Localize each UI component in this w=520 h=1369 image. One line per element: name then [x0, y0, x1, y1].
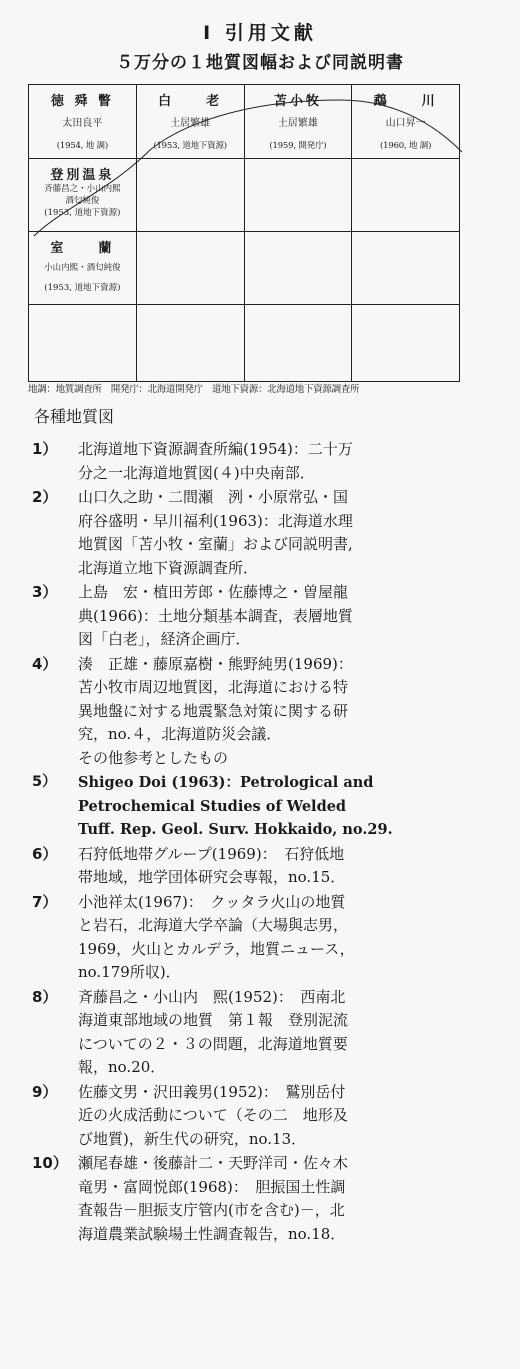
- reference-line: Shigeo Doi (1963)：Petrological and: [78, 774, 374, 791]
- reference-number: 5）: [32, 774, 57, 790]
- grid-cell-shiraoi: 白 老 土居繁雄 (1953, 道地下資源): [136, 85, 244, 159]
- reference-line: その他参考としたもの: [78, 748, 229, 767]
- reference-line: 近の火成活動について（その二 地形及: [78, 1106, 348, 1124]
- reference-line: 地質図「苫小牧・室蘭」および同説明書,: [78, 535, 353, 553]
- reference-list: [0, 438, 520, 1247]
- reference-line: 海道東部地域の地質 第１報 登別泥流: [78, 1011, 349, 1029]
- legend-abbreviations: 地調：地質調査所 開発庁：北海道開発庁 道地下資源：北海道地下資源調査所: [28, 384, 360, 395]
- reference-item: [0, 581, 520, 652]
- reference-line: 査報告－胆振支庁管内(市を含む)－，北: [78, 1201, 345, 1219]
- reference-line: 海道農業試験場土性調査報告，no.18．: [78, 1224, 346, 1243]
- grid-row: [29, 232, 460, 305]
- reference-line: についての２・３の問題，北海道地質要: [78, 1034, 348, 1053]
- reference-number: 1）: [32, 440, 58, 458]
- reference-item: [0, 653, 520, 771]
- reference-line: 異地盤に対する地震緊急対策に関する研: [78, 701, 349, 720]
- reference-line: 分之一北海道地質図(４)中央南部．: [78, 463, 315, 482]
- grid-cell-empty: [136, 232, 244, 305]
- reference-line: 山口久之助・二間瀬 洌・小原常弘・国: [78, 488, 349, 506]
- reference-number: 6）: [32, 844, 58, 863]
- grid-cell-noboribetsu-onsen: 登別温泉 斉藤昌之・小山内熙 酒匂純俊 (1953, 道地下資源): [29, 159, 137, 232]
- reference-item: [0, 843, 520, 890]
- reference-line: 北海道立地下資源調査所．: [78, 558, 259, 577]
- grid-row: [29, 159, 460, 232]
- reference-number: 4）: [32, 654, 58, 673]
- reference-number: 9）: [32, 1082, 58, 1101]
- grid-row: [29, 85, 460, 159]
- reference-line: 湊 正雄・藤原嘉樹・熊野純男(1969)：: [78, 654, 353, 673]
- reference-line: 帯地域，地学団体研究会専報，no.15．: [78, 868, 346, 886]
- reference-item: [0, 891, 520, 985]
- grid-cell-empty: [244, 232, 352, 305]
- reference-line: と岩石，北海道大学卒論（大場與志男，: [78, 916, 349, 934]
- reference-number: 3）: [32, 583, 58, 601]
- reference-number: 2）: [32, 488, 58, 506]
- reference-line: 斉藤昌之・小山内 熙(1952)： 西南北: [78, 987, 346, 1006]
- grid-cell-empty: [352, 159, 460, 232]
- reference-line: 上島 宏・植田芳郎・佐藤博之・曽屋龍: [78, 583, 349, 601]
- reference-number: 10）: [32, 1154, 68, 1172]
- reference-item: [0, 1152, 520, 1246]
- reference-line: Tuff. Rep. Geol. Surv. Hokkaido, no.29.: [78, 821, 393, 838]
- reference-line: 小池祥太(1967)： クッタラ火山の地質: [78, 892, 346, 911]
- reference-line: no.179所収)．: [78, 963, 181, 981]
- grid-cell-empty: [29, 305, 137, 382]
- reference-line: 石狩低地帯グループ(1969)： 石狩低地: [78, 844, 345, 863]
- reference-line: 図「白老」，経済企画庁．: [78, 630, 251, 648]
- reference-line: 1969，火山とカルデラ，地質ニュース，: [78, 939, 355, 958]
- reference-line: 府谷盛明・早川福利(1963)：北海道水理: [78, 511, 353, 530]
- page-subtitle: ５万分の１地質図幅および同説明書: [116, 53, 404, 73]
- reference-number: 7）: [32, 892, 58, 911]
- reference-line: び地質)，新生代の研究，no.13．: [78, 1129, 307, 1148]
- grid-cell-empty: [244, 305, 352, 382]
- reference-item: [0, 986, 520, 1080]
- reference-line: Petrochemical Studies of Welded: [78, 797, 347, 815]
- grid-row: [29, 305, 460, 382]
- grid-cell-empty: [352, 305, 460, 382]
- grid-cell-empty: [244, 159, 352, 232]
- reference-line: 瀬尾春雄・後藤計二・天野洋司・佐々木: [78, 1154, 349, 1172]
- grid-cell-empty: [352, 232, 460, 305]
- grid-cell-tokushunbetsu: 徳 舜 瞥 太田良平 (1954, 地 調): [29, 85, 137, 159]
- grid-cell-empty: [136, 305, 244, 382]
- reference-line: 究，no.４，北海道防災会議．: [78, 725, 282, 743]
- reference-line: 苫小牧市周辺地質図，北海道における特: [78, 678, 349, 696]
- grid-cell-tomakomai: 苫小牧 土居繁雄 (1959, 開発庁): [244, 85, 352, 159]
- page-title: Ⅰ 引用文献: [203, 22, 317, 44]
- map-index-grid: [28, 84, 460, 382]
- reference-item: [0, 771, 520, 842]
- section-heading: 各種地質図: [34, 407, 115, 426]
- reference-item: [0, 438, 520, 485]
- reference-line: 佐藤文男・沢田義男(1952)： 鷲別岳付: [78, 1082, 346, 1101]
- grid-cell-muroran: 室 蘭 小山内熙・酒匂純俊 (1953, 道地下資源): [29, 232, 137, 305]
- reference-line: 北海道地下資源調査所編(1954)：二十万: [78, 440, 353, 458]
- reference-line: 典(1966)：土地分類基本調査，表層地質: [78, 606, 353, 625]
- grid-cell-mukawa: 鵡 川 山口昇一 (1960, 地 調): [352, 85, 460, 159]
- reference-item: [0, 1081, 520, 1152]
- grid-cell-empty: [136, 159, 244, 232]
- reference-number: 8）: [32, 987, 58, 1006]
- reference-item: [0, 486, 520, 580]
- reference-line: 竜男・富岡悦郎(1968)： 胆振国土性調: [78, 1177, 346, 1196]
- reference-line: 報，no.20．: [78, 1058, 166, 1076]
